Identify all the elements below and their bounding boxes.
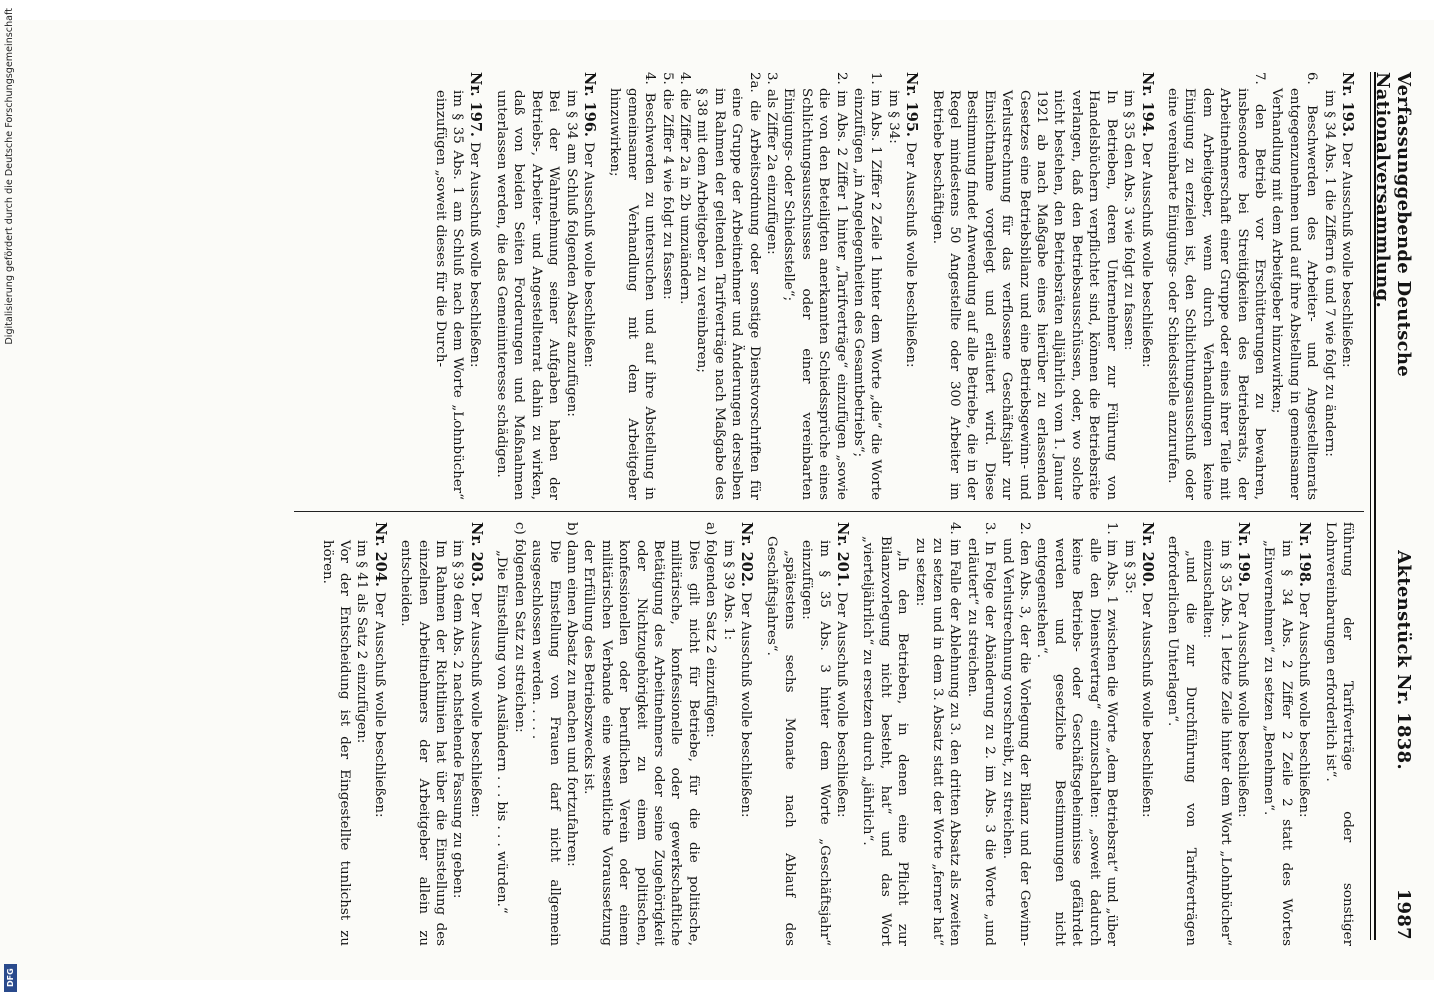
motion-item (1260, 522, 1313, 946)
motion-line: im § 34: (885, 90, 901, 144)
motion-number: Nr. 194. (1138, 72, 1156, 137)
header-title: Verfassunggebende Deutsche Nationalversammlung. (1372, 72, 1414, 378)
motion-first-line: Nr. 195.Der Ausschuß wolle beschließen: (903, 72, 921, 368)
motion-first-line: Nr. 204.Der Ausschuß wolle beschließen: (371, 522, 389, 818)
motion-number: Nr. 193. (1339, 72, 1356, 137)
motion-line: c) folgenden Satz zu streichen: (511, 522, 527, 733)
motion-line: 6. Beschwerden des Arbeiter- und Angestelltenrats entgegenzunehmen und auf ihre Abstellung in gemeinsamer Verhandlung mit dem Arbeitgeber hinzuwirken; (1269, 72, 1320, 500)
motion-line: „In den Betrieben, in denen eine Pflicht zur Bilanzvorlegung nicht besteht, hat“ und das Wort „vierteljährlich“ zu ersetzen durch „jährlich“. (860, 536, 911, 946)
motion-line: im § 39 Abs. 1: (720, 540, 736, 641)
motion-first-line: Nr. 198.Der Ausschuß wolle beschließen: (1296, 522, 1314, 818)
dfg-logo: DFG (4, 964, 17, 992)
right-column (310, 522, 1356, 946)
motion-number: Nr. 197. (467, 72, 485, 137)
motion-line: Die Einstellung von Frauen darf nicht allgemein ausgeschlossen werden. . . . . (529, 540, 562, 946)
motion-line: 2. den Abs. 3, der die Vorlegung der Bilanz und der Gewinn- und Verlustrechnung vorschreibt, zu streichen. (999, 522, 1033, 946)
page-number: 1987 (1393, 888, 1414, 940)
motion-first-line: Nr. 197.Der Ausschuß wolle beschließen: (467, 72, 485, 368)
motion-line: b) dann einen Absatz zu machen und fortzufahren: (563, 522, 579, 867)
motion-line: im § 41 als Satz 2 einzufügen: (354, 540, 370, 744)
header-rule (1374, 72, 1376, 940)
motion-line: 2. im Abs. 2 Ziffer 1 hinter „Tarifverträge“ einzufügen „sowie die von den Beteiligten anerkannten Schiedssprüche eines Schlichtungsausschusses oder einer vereinbarten Einigungs- oder Schiedsstelle“; (781, 72, 849, 500)
motion-line: im § 34 Abs. 1 die Ziffern 6 und 7 wie folgt zu ändern: (1321, 90, 1337, 457)
motion-item (606, 72, 920, 500)
motion-line: im § 35 Abs. 1 am Schluß nach dem Worte „Lohnbücher“ einzufügen „soweit dieses für die Durch- (432, 90, 466, 500)
motion-first-line: Nr. 203.Der Ausschuß wolle beschließen: (467, 522, 485, 818)
motion-number: Nr. 198. (1296, 522, 1314, 587)
motion-item (493, 72, 598, 500)
motion-line: „spätestens sechs Monate nach Ablauf des Geschäftsjahres“. (764, 536, 797, 946)
motion-line: 4. im Falle der Ablehnung zu 3. den dritten Absatz als zweiten zu setzen und in dem 3. Absatz statt der Worte „ferner hat“ zu setzen: (912, 522, 963, 946)
motion-first-line: Nr. 199.Der Ausschuß wolle beschließen: (1234, 522, 1252, 818)
motion-item (493, 522, 755, 946)
motion-first-line: Nr. 194.Der Ausschuß wolle beschließen: (1138, 72, 1156, 368)
motion-line: im § 34 am Schluß folgenden Absatz anzufügen: (563, 90, 579, 417)
motion-line: „und die zur Durchführung von Tarifverträgen erforderlichen Unterlagen“. (1165, 536, 1198, 946)
motion-item (859, 522, 1156, 946)
motion-item (431, 72, 484, 500)
motion-number: Nr. 204. (371, 522, 389, 587)
motion-line: Im Rahmen der Richtlinien hat über die Einstellung des einzelnen Arbeitnehmers der Arbeitgeber allein zu entscheiden. (398, 540, 449, 946)
motion-item (397, 522, 485, 946)
motion-item (1164, 72, 1356, 500)
document-page (0, 20, 1434, 980)
motion-line: 7. den Betrieb vor Erschütterungen zu bewahren, insbesondere bei Streitigkeiten des Betriebsrats, der Arbeitnehmerschaft einer Gruppe oder eines ihrer Teile mit dem Arbeitgeber, wenn durch Verhandlungen keine Einigung zu erzielen ist, den Schlichtungsausschuß oder eine vereinbarte Einigungs- oder Schiedsstelle anzurufen. (1164, 72, 1267, 500)
motion-item (1164, 522, 1252, 946)
motion-line: „Die Einstellung von Ausländern . . . bis . . . würden.“ (494, 550, 510, 914)
motion-first-line: Nr. 201.Der Ausschuß wolle beschließen: (834, 522, 852, 818)
motion-first-line: Nr. 200.Der Ausschuß wolle beschließen: (1138, 522, 1156, 818)
motion-first-line: führung der Tarifverträge oder sonstiger Lohnvereinbarungen erforderlich ist“. (1322, 522, 1355, 946)
left-column (423, 72, 1356, 500)
motion-first-line: Nr. 196.Der Ausschuß wolle beschließen: (580, 72, 598, 368)
motion-number: Nr. 199. (1234, 522, 1252, 587)
motion-line: im § 35 Abs. 3 hinter dem Worte „Geschäftsjahr“ einzufügen: (799, 540, 832, 946)
running-header (1372, 72, 1414, 940)
motion-line: 4. Beschwerden zu untersuchen und auf ihre Abstellung in gemeinsamer Verhandlung mit dem Arbeitgeber hinzuwirken; (607, 72, 658, 500)
motion-number: Nr. 195. (903, 72, 921, 137)
motion-number: Nr. 196. (580, 72, 598, 137)
motion-number: Nr. 202. (738, 522, 755, 587)
motion-number: Nr. 200. (1138, 522, 1156, 587)
motion-first-line: Nr. 202.Der Ausschuß wolle beschließen: (738, 522, 755, 818)
motion-number: Nr. 203. (467, 522, 485, 587)
motion-line: 1. im Abs. 1 Ziffer 2 Zeile 1 hinter dem Worte „die“ die Worte einzufügen „in Angelegenheiten des Gesamtbetriebs“; (851, 72, 884, 500)
motion-line: im § 39 dem Abs. 2 nachstehende Fassung zu geben: (450, 540, 466, 899)
motion-line: a) folgenden Satz 2 einzufügen: (703, 522, 719, 738)
header-document-number: Aktenstück Nr. 1838. (1393, 550, 1414, 770)
motion-item (318, 522, 389, 946)
motion-line: In Betrieben, deren Unternehmer zur Führung von Handelsbüchern verpflichtet sind, können die Betriebsräte verlangen, daß den Betriebsausschüssen, oder, wo solche nicht bestehen, den Betriebsräten alljährlich vom 1. Januar 1921 ab nach Maßgabe eines hierüber zu erlassenden Gesetzes eine Betriebsbilanz und eine Betriebsgewinn- und Verlustrechnung für das verflossene Geschäftsjahr zur Einsichtnahme vorgelegt und erläutert wird. Diese Bestimmung findet Anwendung auf alle Betriebe, die in der Regel mindestens 50 Angestellte oder 300 Arbeiter im Betriebe beschäftigen. (929, 90, 1119, 500)
motion-line: im § 35 den Abs. 3 wie folgt zu fassen: (1121, 90, 1137, 351)
motion-item (763, 522, 851, 946)
motion-item (928, 72, 1155, 500)
motion-line: 2a. die Arbeitsordnung oder sonstige Dienstvorschriften für eine Gruppe der Arbeitnehmer und Änderungen derselben im Rahmen der geltenden Tarifverträge nach Maßgabe des § 38 mit dem Arbeitgeber zu vereinbaren; (694, 72, 762, 500)
motion-line: 5. die Ziffer 4 wie folgt zu fassen: (659, 72, 675, 300)
motion-line: im § 35 Abs. 1 letzte Zeile hinter dem Wort „Lohnbücher“ einzuschalten: (1200, 540, 1233, 946)
motion-line: im § 34 Abs. 2 Ziffer 2 Zeile 2 statt des Wortes „Einvernehmen“ zu setzen „Benehmen“. (1261, 540, 1294, 946)
motion-line: 3. In Folge der Abänderung zu 2. im Abs. 3 die Worte „und erläutert“ zu streichen. (964, 522, 998, 946)
footer-credit: Digitalisierung gefördert durch die Deutsche Forschungsgemeinschaft (4, 8, 15, 345)
motion-line: Dies gilt nicht für Betriebe, für die die politische, militärische, konfessionelle oder gewerkschaftliche Betätigung des Arbeitnehmers oder seine Zugehörigkeit oder Nichtzugehörigkeit zu einem politischen, konfessionellen oder beruflichen Verein oder einem militärischen Verbande eine wesentliche Voraussetzung der Erfüllung des Betriebszwecks ist. (581, 540, 701, 946)
motion-number: Nr. 201. (834, 522, 852, 587)
motion-line: Vor der Entscheidung ist der Eingestellte tunlichst zu hören. (319, 540, 353, 946)
motion-line: 1. im Abs. 1 zwischen die Worte „dem Betriebsrat“ und „über alle den Dienstvertrag“ einzuschalten: „soweit dadurch keine Betriebs- oder Geschäftsgeheimnisse gefährdet werden und gesetzliche Bestimmungen nicht entgegenstehen“. (1034, 522, 1120, 946)
footer-credit-strip (0, 0, 22, 1000)
motion-line: Bei der Wahrnehmung seiner Aufgaben haben der Betriebs-, Arbeiter- und Angestelltenrat dahin zu wirken, daß von beiden Seiten Forderungen und Maßnahmen unterlassen werden, die das Gemeininteresse schädigen. (493, 90, 562, 500)
motion-line: 3. als Ziffer 2a einzufügen: (764, 72, 779, 255)
motion-first-line: Nr. 193.Der Ausschuß wolle beschließen: (1339, 72, 1356, 368)
header-rule-thin (1370, 72, 1371, 940)
column-divider (294, 511, 1364, 512)
motion-item (1321, 522, 1356, 946)
motion-line: im § 35: (1121, 540, 1137, 594)
motion-line: 4. die Ziffer 2a in 2b umzuändern. (676, 72, 692, 305)
